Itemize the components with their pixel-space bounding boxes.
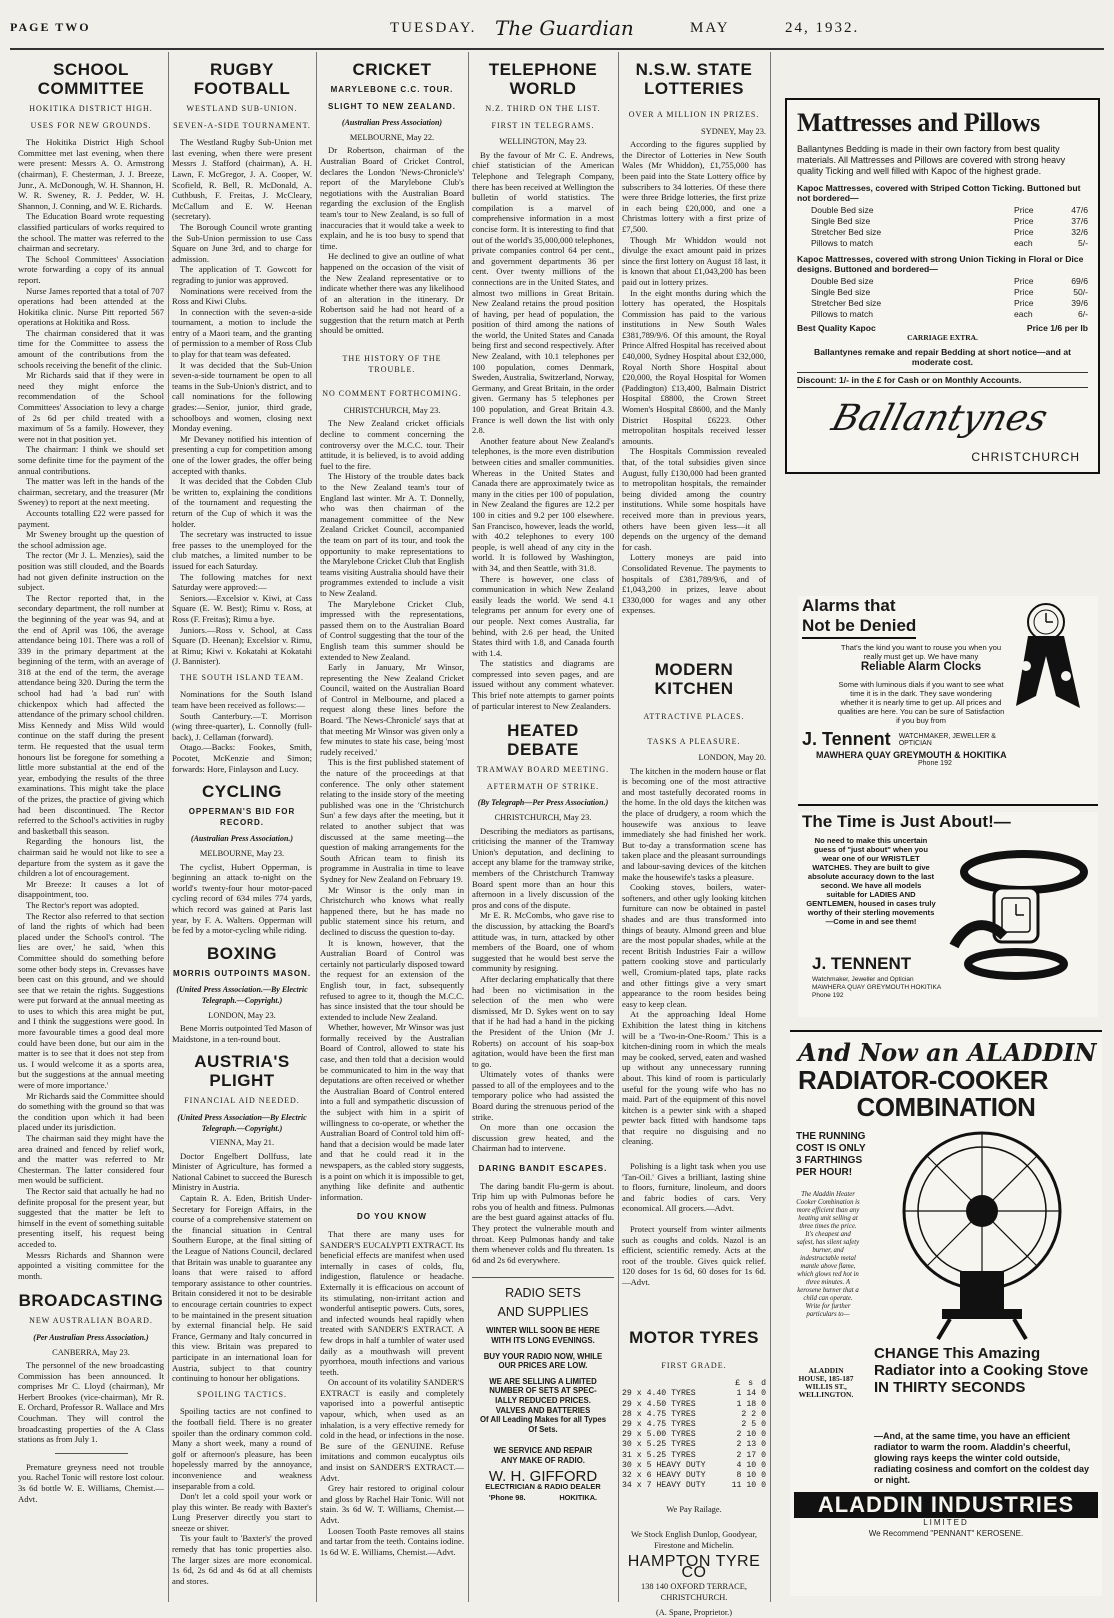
- subhead: SLIGHT TO NEW ZEALAND.: [327, 101, 457, 111]
- tyre-price: 2 17 0: [736, 1450, 766, 1460]
- subhead: TRAMWAY BOARD MEETING.: [476, 765, 610, 775]
- dateline: VIENNA, May 21.: [209, 1138, 275, 1148]
- tyre-price: 11 10 0: [731, 1481, 766, 1491]
- tyre-price: 4 10 0: [736, 1460, 766, 1470]
- paragraph: This is the first published statement of the nature of the proceedings at that conference. The only other statement relating to the inside story of the meeting published was one in the 'Christchurch Sun' a few days after the meeting, but it related to another subject that was discussed at the same meeting—the question of making arrangements for the South African team to finish its programme in Australia in time to leave Sydney for New Zealand on February 19.: [320, 757, 464, 884]
- aladdin-radiator-cooker-advert: [790, 1030, 1102, 1596]
- aladdin-limited: LIMITED: [923, 1518, 969, 1527]
- masthead-rule: [10, 48, 1104, 50]
- price-word: Price: [1014, 276, 1034, 286]
- paragraph: The following matches for next Saturday were approved:—: [172, 571, 312, 593]
- tyre-row: [622, 1430, 766, 1440]
- paragraph: The Hokitika District High School Committee met last evening, when there were present: Messrs A. O. Armstrong (chairman), F. Chesterman, J. J. Breeze, Junr., A. McDonough, W. H. Shannon, H. W. R. Sweney, R. J. Pedder, W. H. Shannon, J. Conning, and W. E. Richards.: [18, 137, 164, 211]
- subhead: NO COMMENT FORTHCOMING.: [322, 389, 462, 399]
- paragraph: South Canterbury.—T. Morrison (wing three-quarter), L. Connolly (full-back), J. Cellaman (forward).: [172, 710, 312, 742]
- subhead: OPPERMAN'S BID FOR RECORD.: [188, 807, 296, 827]
- price-row: [811, 238, 1088, 248]
- dateline: MELBOURNE, May 22.: [349, 132, 435, 142]
- discount-note: Discount: 1/- in the £ for Cash or on Monthly Accounts.: [797, 372, 1088, 388]
- paragraph: After declaring emphatically that there had been no victimisation in the selection of the men who were dismissed, Mr D. Sykes went on to say that if he had had a hand in the picking the President of the Union (Mr J. Roberts) on account of his soap-box agitation, would have been the first man to go.: [472, 973, 614, 1069]
- mattress-intro: Ballantynes Bedding is made in their own factory from best quality materials. All Mattresses and Pillows are covered with strong heavy quality Ticking and well filled with Kapoc of the highest grade.: [797, 144, 1066, 176]
- tyre-price: 1 18 0: [736, 1399, 766, 1409]
- tyre-size: 29 x 4.40 TYRES: [622, 1389, 696, 1399]
- price-word: Price: [1014, 287, 1034, 297]
- subhead: N.Z. THIRD ON THE LIST.: [485, 104, 601, 113]
- tyre-row: [622, 1389, 766, 1399]
- subhead: DO YOU KNOW: [357, 1212, 427, 1222]
- column-cricket: [320, 54, 464, 1604]
- tennent-name: J. Tennent: [802, 729, 891, 749]
- price-word: Price: [1014, 216, 1034, 226]
- paragraph: The secretary was instructed to issue free passes to the unemployed for the club matches, a limited number to be issued for each Saturday.: [172, 529, 312, 571]
- paragraph: The Marylebone Cricket Club, impressed with the representations, passed them on to the Australian Board of Control suggesting that the tour of the English team this summer should be extended to New Zealand.: [320, 598, 464, 662]
- alarm-tennent-block: [802, 729, 1098, 750]
- paragraph: Whether, however, Mr Winsor was just formally received by the Australian Board of Control, allowed to state his case, and then told that a decision would be communicated to him in the way that deputations are often received or whether the Australian Board of Control entered into a full and sympathetic discussion of the subject with him in a spirit of willingness to co-operate, or whether the Australian Board of Control told him off-hand that a decision would be made later and that he could read it in the newspapers, as the cabled story suggests, is a point on which it is impossible to get, anything like definite and authentic information.: [320, 1022, 464, 1202]
- press-credit: (United Press Association—By Electric Telegraph.—Copyright.): [177, 1112, 307, 1133]
- alarm-body: [836, 643, 1006, 725]
- paragraph: Cooking stoves, boilers, water-softeners, and other ugly looking kitchen furniture can now be obtained in pastel shades and are thus transformed into things of beauty. Almond green and blue are the most popular shades, while at the recent British Industries Fair a willow pattern cooking stove and particularly well, Cromium-plated taps, plate racks and other fittings give a very smart appearance to the room besides being easy to keep clean.: [622, 882, 766, 1009]
- ballantynes-signature-logo: Ballantynes: [827, 398, 1052, 439]
- price-word: Price: [1014, 205, 1034, 215]
- tyre-railage-note: We Pay Railage.: [666, 1505, 722, 1515]
- subhead: NEW AUSTRALIAN BOARD.: [29, 1316, 153, 1326]
- press-credit: (Australian Press Association.): [190, 834, 294, 844]
- article-body: [18, 137, 164, 1281]
- radio-dealer-name: W. H. GIFFORD: [488, 1467, 598, 1485]
- mattress-advert-title: Mattresses and Pillows: [797, 108, 1040, 137]
- subhead: TASKS A PLEASURE.: [647, 736, 741, 746]
- headline-school-committee: SCHOOL COMMITTEE: [37, 60, 145, 98]
- headline-nsw-lotteries: N.S.W. STATE LOTTERIES: [635, 60, 753, 98]
- subhead: USES FOR NEW GROUNDS.: [30, 120, 152, 130]
- masthead: [0, 0, 1114, 40]
- press-credit: (Per Australian Press Association.): [33, 1332, 149, 1342]
- paragraph: Early in January, Mr Winsor, representing the New Zealand Cricket Council, waited on the Australian Board of Control in Melbourne, and placed a request along these lines before the Board. 'The News-Chronicle' says that at that meeting Mr Winsor was given only a few minutes to state his case, being 'most rudely received.': [320, 662, 464, 757]
- paragraph: The Rector's report was adopted.: [26, 899, 139, 910]
- paragraph: By the favour of Mr C. E. Andrews, chief statistician of the American Telephone and Telegraph Company, there has been received at Wellington the bulletin of world statistics. The compilation is a marvel of comprehensive information in a most concise form. It is interesting to find that out of the world's 35,000,000 telephones, private companies control 64 per cent., and government departments 36 per cent. Over twenty millions of the connections are in the United States, and almost two millions in Great Britain. New Zealand retains the proud position of having, per head of population, the position of third among the nations of the world, the United States and Canada being first and second respectively. After New Zealand, with 10.1 telephones per 100 population, comes Denmark, Sweden, Australia, Switzerland, Norway, Germany, and Great Britain, in the order given. Germany has 5 telephones per 100 population, and Great Britain 4.3. France is well down the list with only 2.8.: [472, 149, 614, 436]
- radio-advert: [472, 1277, 614, 1503]
- dateline: CHRISTCHURCH, May 23.: [343, 405, 441, 415]
- subhead: HOKITIKA DISTRICT HIGH.: [29, 104, 153, 113]
- paragraph: Mr Richards said that if they were in need they might enforce the recommendation of the School Committees' Association to levy a charge of 2s 6d per child treated with a maximum of 5s a family. However, they were not in that position yet.: [18, 370, 164, 444]
- tyre-price-list: [622, 1389, 766, 1491]
- paragraph: Though Mr Whiddon would not divulge the exact amount paid in prizes since the first lottery on August 18 last, it is known that about £1,043,200 has been paid out in lottery prizes.: [622, 234, 766, 287]
- paragraph: Loosen Tooth Paste removes all stains and tartar from the teeth. Contains iodine. 1s 6d W. E. Williams, Chemist.—Advt.: [320, 1525, 464, 1557]
- aladdin-body: —And, at the same time, you have an efficient radiator to warm the room. Aladdin's cheerful, glowing rays keeps the winter cold outside, radiating cosiness and comfort on the coldest day or night.: [874, 1431, 1090, 1485]
- item-name: Pillows to match: [811, 238, 874, 248]
- headline-rugby-football: RUGBY FOOTBALL: [193, 60, 291, 98]
- price-row: [811, 298, 1088, 308]
- paragraph: Polishing is a light task when you use 'Tan-Oil.' Gives a brilliant, lasting shine to floors, furniture, linoleum, and doors and fabric bodies of cars. Very economical. All grocers.—Advt.: [622, 1161, 766, 1214]
- paragraph: Describing the mediators as partisans, criticising the manner of the Tramway Union's deputation, and declining to accept any blame for the tramway strike, members of the Christchurch Tramway Board spent more than an hour this afternoon in a lively discussion of the pros and cons of the dispute.: [472, 825, 614, 910]
- tyre-size: 34 x 7 HEAVY DUTY: [622, 1481, 706, 1491]
- radio-town: HOKITIKA.: [559, 1492, 598, 1502]
- subhead: FINANCIAL AID NEEDED.: [184, 1096, 300, 1106]
- aladdin-combination: COMBINATION: [856, 1092, 1036, 1122]
- item-name: Stretcher Bed size: [811, 227, 882, 237]
- masthead-day: TUESDAY.: [390, 20, 477, 36]
- wristwatch-icon: [944, 836, 1094, 986]
- tyre-stock-note: We Stock English Dunlop, Goodyear, Firestone and Michelin.: [631, 1530, 757, 1550]
- paragraph: The Hospitals Commission revealed that, of the total subsidies given since August, fully £130,000 had been granted to metropolitan hospitals, the remainder being divided among the country institutions. While some hospitals have received more than in previous years, others have been given less—it all depends on the urgency of the demand for cash.: [622, 446, 766, 552]
- hampton-tyre-company: HAMPTON TYRE CO: [627, 1553, 761, 1581]
- kapoc-price: Price 1/6 per lb: [1026, 323, 1088, 333]
- paragraph: Messrs Richards and Shannon were appointed a visiting committee for the month.: [18, 1249, 164, 1281]
- headline-modern-kitchen: MODERN KITCHEN: [654, 659, 734, 698]
- radio-service: [472, 1446, 614, 1465]
- paragraph: Juniors.—Ross v. School, at Cass Square (D. Heenan); Excelsior v. Rimu, at Rimu; Kiwi v. Kokatahi at Kokatahi (J. Bannister).: [172, 624, 312, 667]
- price-value: 37/6: [1071, 216, 1088, 226]
- price-value: 69/6: [1071, 276, 1088, 286]
- tyre-size: 32 x 6 HEAVY DUTY: [622, 1471, 706, 1481]
- subhead: DARING BANDIT ESCAPES.: [478, 1164, 608, 1174]
- alarm-body-text: That's the kind you want to rouse you when you really must get up. We have many: [840, 643, 1002, 661]
- kapoc-label: Best Quality Kapoc: [797, 323, 876, 333]
- radio-line: NUMBER OF SETS AT SPEC-: [489, 1386, 597, 1396]
- aladdin-radiator-cooker: RADIATOR-COOKER: [798, 1065, 1049, 1095]
- price-row: [811, 227, 1088, 237]
- paragraph: Regarding the honours list, the chairman said he would not like to see a departure from the system as it gave the children a lot of encouragement.: [18, 836, 164, 879]
- price-word: each: [1014, 309, 1033, 319]
- paragraph: It was decided that the Cobden Club be written to, explaining the conditions of the tournament and requesting the return of the Cup of which it was the holder.: [172, 476, 312, 529]
- paragraph: Protect yourself from winter ailments such as coughs and colds. Nazol is an efficient, scientific remedy. Acts at the root of the trouble. Gives quick relief. 120 doses for 1s 6d, 60 doses for 1s 6d.—Advt.: [622, 1224, 766, 1287]
- paragraph: Mr Breeze: It causes a lot of disappointment, too.: [18, 878, 164, 900]
- tyre-row: [622, 1461, 766, 1471]
- radio-line: Of Sets.: [528, 1424, 558, 1434]
- tennent-name-watches: J. TENNENT: [812, 954, 912, 973]
- paragraph: According to the figures supplied by the Director of Lotteries in New South Wales (Mr Whiddon), £1,755,000 has been paid into the State Lottery office by subscribers to 34 lotteries. Of these there were three Bridge lotteries, the first prize in each being £20,000, and one a Christmas lottery with a first prize of £7,500.: [622, 139, 766, 234]
- paragraph: The New Zealand cricket officials decline to comment concerning the controversy over the M.C.C. tour. Their attitude, it is believed, is to avoid adding fuel to the fire.: [320, 418, 464, 471]
- paragraph: The statistics and diagrams are compressed into seven pages, and are issued without any comment whatever. This brief note attempts to garner points of particular interest to New Zealanders.: [472, 658, 614, 711]
- paragraph: It was decided that the Sub-Union seven-a-side tournament be open to all teams in the Sub-Union's district, and to call nominations for the following grades:—Senior, junior, third grade, schoolboys and women, closing next Monday evening.: [172, 359, 312, 434]
- paragraph: Lottery moneys are paid into Consolidated Revenue. The payments to hospitals of £381,789/9/6, and of £1,043,200 in prizes, leave about £330,000 for wages and any other expenses.: [622, 552, 766, 616]
- tennent-address: MAWHERA QUAY GREYMOUTH & HOKITIKA: [816, 750, 1007, 760]
- price-value: 47/6: [1071, 205, 1088, 215]
- column-divider: [468, 52, 469, 1602]
- separator: [55, 1453, 128, 1454]
- masthead-month: MAY: [690, 20, 730, 36]
- subhead: MORRIS OUTPOINTS MASON.: [172, 968, 312, 978]
- press-credit: (United Press Association.—By Electric Telegraph.—Copyright.): [176, 985, 308, 1005]
- masthead-date: 24, 1932.: [785, 20, 860, 36]
- paragraph: Bene Morris outpointed Ted Mason of Maidstone, in a ten-round bout.: [172, 1023, 312, 1044]
- item-name: Double Bed size: [811, 276, 874, 286]
- price-value: 5/-: [1077, 238, 1088, 248]
- radio-line: IALLY REDUCED PRICES.: [495, 1395, 591, 1405]
- alarm-body-text-2: Some with luminous dials if you want to see what time it is in the dark. They save wondering whether it is nearly time to get up. All prices and qualities are here. You can be sure of Satisfaction if you buy from: [837, 680, 1005, 725]
- headline-heated-debate: HEATED DEBATE: [507, 721, 579, 760]
- radio-phone: 'Phone 98.: [488, 1492, 526, 1502]
- dateline: CANBERRA, May 23.: [52, 1347, 130, 1357]
- wristlet-watches-advert: [798, 812, 1098, 1017]
- paragraph: Mr Sweney brought up the question of the school admission age.: [18, 529, 164, 550]
- paragraph: Grey hair restored to original colour and gloss by Rachel Hair Tonic. Will not stain. 3s 6d W. T. Williams, Chemist.—Advt.: [320, 1483, 464, 1525]
- paragraph: The daring bandit Flu-germ is about. Trip him up with Pulmonas before he robs you of health and fitness. Pulmonas are the best guard against attacks of flu. They protect the vulnerable mouth and throat. Keep Pulmonas handy and take them whenever colds and flu threaten. 1s 6d and 2s 6d everywhere.: [472, 1180, 614, 1265]
- item-name: Single Bed size: [811, 216, 871, 226]
- paragraph: The History of the trouble dates back to the New Zealand team's tour of England last winter. Mr A. T. Donnelly, who was then chairman of the management committee of the New Zealand Cricket Council, accompanied the team on part of its tour, and took the opportunity to make representations to the Marylebone Cricket Club that English teams visiting Australia should have their programmes extended to include a visit to New Zealand.: [320, 471, 464, 598]
- time-body-text: No need to make this uncertain guess of "just about" when you wear one of our WRISTLET WATCHES. They are built to give absolute accuracy down to the last second. We have all models suitable for LADIES AND GENTLEMEN, housed in cases truly worthy of their sterling movements—Come in and see them!: [806, 836, 936, 926]
- price-row: [811, 205, 1088, 215]
- paragraph: The School Committees' Association wrote forwarding a copy of its annual report.: [18, 253, 164, 285]
- subhead: AFTERMATH OF STRIKE.: [486, 781, 600, 791]
- tyre-price: 1 14 0: [736, 1389, 766, 1399]
- headline-motor-tyres: MOTOR TYRES: [629, 1327, 759, 1347]
- paragraph: The Westland Rugby Sub-Union met last evening, when there were present Messrs J. Stafford (chairman), A. H. Lawn, F. McGregor, J. A. Cooper, W. Scofield, R. Bell, R. McDonald, A. Cuthbush, F. Freitas, J. McCleary, McCallum and E. W. Heenan (secretary).: [172, 137, 312, 222]
- page-number: PAGE TWO: [10, 20, 91, 34]
- paragraph: On more than one occasion the discussion grew heated, and the Chairman had to intervene.: [472, 1122, 614, 1154]
- radio-line: OUR PRICES ARE LOW.: [498, 1361, 588, 1371]
- radio-title: RADIO SETS: [505, 1286, 581, 1301]
- dateline: MELBOURNE, May 23.: [199, 849, 285, 858]
- subhead: MARYLEBONE C.C. TOUR.: [330, 85, 454, 94]
- radio-line: WITH ITS LONG EVENINGS.: [491, 1335, 595, 1345]
- item-name: Stretcher Bed size: [811, 298, 882, 308]
- column-lotteries: [622, 54, 766, 1617]
- dateline: CHRISTCHURCH, May 23.: [494, 813, 592, 823]
- paragraph: The rector (Mr J. L. Menzies), said the position was still clouded, and the Boards had not given definite instruction on the subject.: [18, 550, 164, 593]
- tyre-row: [622, 1420, 766, 1430]
- column-school-committee: [18, 54, 164, 1604]
- paragraph: Mr Richards said the Committee should do something with the ground so that was the condition upon which it had been placed under its jurisdiction.: [18, 1090, 164, 1133]
- paragraph: The Rector reported that, in the secondary department, the roll number at the beginning of the year was 94, and at the end of April was 106, the average attendance being 101. There was a roll of 339 in the primary department at the beginning of the term, with an average of 318 at the end of the term, the average attendance being 320. During the term the school had had 'a bad run' with chickenpox which had affected the attendance of the primary school children. Miss Kennedy and Miss Wild would continue on the staff during the present term. He requested that the usual term honours list be foregone for something a little more substantial at the end of the year, embodying the results of the three examinations. This might take the place of the prizes, the practice of giving which had been discontinued. The Rector referred to the School's activities in rugby and basketball this season.: [18, 592, 164, 836]
- tyre-price: 2 5 0: [741, 1420, 766, 1429]
- tyre-row: [622, 1481, 766, 1491]
- carriage-note: CARRIAGE EXTRA.: [907, 333, 978, 342]
- tennent-phone: Phone 192: [918, 760, 952, 767]
- currency-pounds: £: [735, 1379, 741, 1389]
- radio-service-line: WE SERVICE AND REPAIR: [493, 1446, 593, 1456]
- price-row: [811, 309, 1088, 319]
- paragraph: Tis your fault to 'Baxter's' the proved remedy that has tonic properties also. The larger sizes are more economical. 1s 6d, 2s 6d and 4s 6d at all chemists and stores.: [172, 1533, 312, 1586]
- headline-austrias-plight: AUSTRIA'S PLIGHT: [194, 1052, 290, 1091]
- mattress-best-kapoc: [797, 323, 1088, 333]
- alarm-title-line-2: Not be Denied: [802, 616, 916, 639]
- aladdin-kerosene-recommendation: We Recommend "PENNANT" KEROSENE.: [868, 1529, 1024, 1538]
- paragraph: Doctor Engelbert Dollfuss, late Minister of Agriculture, has formed a National Cabinet to succeed the Buresch Ministry in Austria.: [172, 1150, 312, 1193]
- paragraph: The application of T. Gowcott for regrading to junior was approved.: [172, 264, 312, 285]
- radio-line: Of All Leading Makes for all Types: [479, 1415, 607, 1425]
- alarm-title-line-1: Alarms that: [802, 596, 896, 615]
- subhead: OVER A MILLION IN PRIZES.: [628, 110, 760, 119]
- price-value: 50/-: [1073, 287, 1088, 297]
- tennent-role: WATCHMAKER, JEWELLER & OPTICIAN: [898, 732, 996, 747]
- paragraph: It is known, however, that the Australian Board of Control was certainly not particularly disposed toward the request for an extension of the English tour, in fact, subsequently refused to agree to it, though the M.C.C. has since insisted that the tour should be extended to include New Zealand.: [320, 937, 464, 1022]
- radio-line: WE ARE SELLING A LIMITED: [489, 1376, 597, 1386]
- subhead: THE SOUTH ISLAND TEAM.: [179, 672, 305, 682]
- price-word: Price: [1014, 227, 1034, 237]
- dateline: WELLINGTON, May 23.: [499, 137, 587, 147]
- column-divider: [316, 52, 317, 1602]
- aladdin-headline: And Now an ALADDIN: [798, 1038, 1097, 1067]
- paragraph: Another feature about New Zealand's telephones, is the more even distribution between cities and smaller communities. Whereas in the United States and Canada there are approximately twice as many in the cities per 100 of population, in New Zealand the figures are 12.2 per 100 in cities and 9.2 per 100 elsewhere. San Francisco, however, leads the world, with 40.2 telephones to every 100 people, is well ahead of any city in the world. It is followed by Washington, with 34, and then Seattle, with 31.8.: [472, 435, 614, 573]
- tyre-row: [622, 1471, 766, 1481]
- radio-line: VALVES AND BATTERIES: [495, 1405, 591, 1415]
- subhead: FIRST GRADE.: [661, 1360, 727, 1370]
- paragraph: The kitchen in the modern house or flat is becoming one of the most attractive and most tastefully decorated rooms in the home. In the old days the kitchen was the place of drudgery, a room which the housewife was anxious to leave immediately she had finished her work. But to-day a transformation scene has taken place and the pleasant surroundings and labour-saving devices of the kitchen make the housewife's tasks a pleasure.: [622, 765, 766, 882]
- tennent-sub-watches: Watchmaker, Jeweller and Optician MAWHERA QUAY GREYMOUTH HOKITIKA Phone 192: [812, 976, 941, 999]
- tyre-header: [622, 1379, 766, 1389]
- radio-dealer-contact: [472, 1493, 614, 1504]
- currency-shillings: s: [748, 1379, 754, 1389]
- item-name: Single Bed size: [811, 287, 871, 297]
- paragraph: On account of its volatility SANDER'S EXTRACT is easily and completely vaporised into a powerful antiseptic vapour, which, when used as an inhalation, is a very effective remedy for cold in the head, or infections in the nose. Be sure of the GENUINE. Refuse imitations and common eucalyptus oils and insist on SANDER'S EXTRACT.—Advt.: [320, 1377, 464, 1483]
- paragraph: Seniors.—Excelsior v. Kiwi, at Cass Square (E. W. Best); Rimu v. Ross, at Ross (F. Freitas); Rimu a bye.: [172, 592, 312, 624]
- paragraph: The chairman said they might have the area drained and fenced by relief work, and the matter was referred to Mr Chesterman. The latter considered four men would be sufficient.: [18, 1133, 164, 1186]
- paragraph: The Rector said that actually he had no definite proposal for the present year, but suggested that the matter be left to himself in the event of something suitable presenting itself, his request being acceded to.: [18, 1185, 164, 1249]
- press-credit: (By Telegraph—Per Press Association.): [477, 798, 609, 808]
- currency-pence: d: [761, 1379, 766, 1389]
- price-value: 6/-: [1077, 309, 1088, 319]
- paragraph: Spoiling tactics are not confined to the football field. There is no greater spoiler than the ordinary common cold. Many a short week, many a round of golf or afternoon's pleasure, has been hopelessly marred by the annoyance, inconvenience and weakness inseparable from a cold.: [172, 1406, 312, 1491]
- dateline: LONDON, May 23.: [208, 1010, 276, 1020]
- paragraph: Captain R. A. Eden, British Under-Secretary for Foreign Affairs, in the course of a comprehensive statement on the financial situation in Central Southern Europe, at the final sitting of the League of Nations Council, declared that Britain was unable to guarantee any loans that were raised to afford temporary assistance to other countries. Britain considered it not to be desirable to encourage certain countries to expect to be maintained in the present situation by external financial help. He said France, Germany and Italy concurred in this view. Britain was prepared to participate in an international loan for Austria, subject to that country continuing to honour her obligations.: [172, 1193, 312, 1384]
- subhead: THE HISTORY OF THE TROUBLE.: [342, 354, 442, 374]
- paragraph: The Rector also referred to that section of land the rights of which had been placed under the School's control. 'The lies are over,' he said, 'when this Committee should do something before some other body steps in. Crevasses have been cast on this ground, and we should see that we retain the rights. Suggestions were put forward at the annual meeting as to uses to which this area might be put, and I think the suggestions were good. In more favourable times a good deal more could have been done, but our aim in the matter is to see that it does not step from us. I would welcome it as a sports area, but the suggestions at the annual meeting were of more importance.': [18, 910, 164, 1091]
- paragraph: He declined to give an outline of what happened on the occasion of the visit of the New Zealand representative or to indicate whether there was any likelihood of an alteration in the itinerary. Dr Robertson said he had not heard of a suggestion that the return match at Perth should be omitted.: [320, 251, 464, 336]
- alarm-reliable-heading: Reliable Alarm Clocks: [860, 661, 982, 673]
- aladdin-running-cost: THE RUNNING COST IS ONLY 3 FARTHINGS PER HOUR!: [796, 1131, 866, 1178]
- masthead-paper-title: The Guardian: [495, 16, 634, 40]
- hampton-proprietor: (A. Spane, Proprietor.): [655, 1607, 733, 1617]
- mattress-heading-union: Kapoc Mattresses, covered with strong Union Ticking in Floral or Dice designs. Buttoned and bordered—: [797, 254, 1084, 274]
- price-row: [811, 276, 1088, 286]
- paragraph: Dr Robertson, chairman of the Australian Board of Cricket Control, declares the London 'News-Chronicle's' report of the Marylebone Club's negotiations with the Australian Board regarding the exclusion of the English team's tour to New Zealand, is so full of inaccuracies that it would take a week to explain, and he is too busy to spend that time.: [320, 145, 464, 251]
- tyre-price: 2 13 0: [736, 1440, 766, 1450]
- jester-clock-illustration-icon: [1006, 596, 1090, 716]
- tyre-size: 29 x 4.50 TYRES: [622, 1399, 696, 1409]
- paragraph: Mr E. R. McCombs, who gave rise to the discussion, by attacking the Board's attitude was, in turn, attacked by other members of the Board, one of whom suggested that he would best serve the community by resigning.: [472, 910, 614, 974]
- headline-boxing: BOXING: [206, 943, 278, 963]
- radio-dealer-role: ELECTRICIAN & RADIO DEALER: [485, 1482, 601, 1492]
- paragraph: The personnel of the new broadcasting Commission has been announced. It comprises Mr C. Lloyd (chairman), Mr Herbert Brookes (vice-chairman), Mr R. E. Orchard, Professor R. Wallace and Mrs Couchman. They will control the broadcasting properties of the A Class stations as from July 1.: [18, 1360, 164, 1445]
- column-divider: [168, 52, 169, 1602]
- item-name: Double Bed size: [811, 205, 874, 215]
- price-word: Price: [1014, 298, 1034, 308]
- radio-lines: [472, 1326, 614, 1434]
- column-divider: [770, 52, 771, 1602]
- subhead: SEVEN-A-SIDE TOURNAMENT.: [173, 120, 311, 130]
- headline-cricket: CRICKET: [352, 60, 432, 79]
- paragraph: The matter was left in the hands of the chairman, secretary, and the treasurer (Mr Sweney) to report at the next meeting.: [18, 476, 164, 508]
- mattress-city: CHRISTCHURCH: [971, 450, 1080, 464]
- tyre-price: 2 2 0: [741, 1409, 766, 1419]
- aladdin-description: The Aladdin Heater Cooker Combination is more efficient than any heating unit selling at three times the price. It's cheapest and safest, has silent safety burner, and indestructable metal mantle above flame, which glows red hot in three minutes. A kerosene burner that a child can operate. Write for further particulars to—: [796, 1191, 860, 1318]
- tyre-row: [622, 1440, 766, 1450]
- tyre-price: 2 10 0: [736, 1430, 766, 1440]
- mattresses-advert: [785, 98, 1100, 474]
- paragraph: Otago.—Backs: Fookes, Smith, Pocotet, McKenzie and Simon; forwards: Hore, Finlayson and Lucy.: [172, 742, 312, 774]
- tyre-row: [622, 1451, 766, 1461]
- press-credit: (Australian Press Association): [341, 118, 443, 128]
- paragraph: There is however, one class of communication in which New Zealand easily leads the world. We send 4.1 telegrams per annum for every one of our people. Next comes Australia, far behind, with 2.6 per head, the United States third with 1.8, and Canada fourth with 1.4.: [472, 573, 614, 658]
- price-row: [811, 287, 1088, 297]
- paragraph: The Borough Council wrote granting the Sub-Union permission to use Cass Square on June 3rd, and to charge for admission.: [172, 221, 312, 264]
- tyre-size: 30 x 5.25 TYRES: [622, 1440, 696, 1450]
- tyre-size: 30 x 5 HEAVY DUTY: [622, 1460, 706, 1470]
- time-title: The Time is Just About!—: [802, 812, 1011, 831]
- column-rugby-football: [172, 54, 312, 1604]
- aladdin-change-headline: CHANGE This Amazing Radiator into a Cooking Stove IN THIRTY SECONDS: [874, 1345, 1089, 1396]
- price-value: 39/6: [1071, 298, 1088, 308]
- paragraph: The Education Board wrote requesting classified particulars of works required to the school. The matter was referred to the chairman and secretary.: [18, 211, 164, 254]
- paragraph: The chairman considered that it was time for the Committee to assess the amount of the contributions from the schools receiving the benefit of the clinic.: [18, 327, 164, 370]
- paragraph: The cyclist, Hubert Opperman, is beginning an attack to-night on the world's twenty-four hour motor-paced cycling record of 634 miles 774 yards, which record was gained at Paris last year, by F. A. Walters. Opperman will be fed by a motor-cycling while riding.: [172, 861, 312, 936]
- paragraph: Ultimately votes of thanks were passed to all of the employees and to the temporary police who had assisted the Board during the strenuous period of the strike.: [472, 1069, 614, 1122]
- paragraph: At the approaching Ideal Home Exhibition the latest thing in kitchens will be a 'Two-in-One-Room.' This is a kitchen-dining room in which the meals may be cooked, served, eaten and washed up without any unnecessary running about. This kind of room is particularly useful for the young wife who has no maid. Part of the equipment of this novel kitchen is a pewter sink with a shaped pewter back fitted with handsome taps that require no disguising and no cleaning.: [622, 1009, 766, 1147]
- price-row: [811, 216, 1088, 226]
- aladdin-address: ALADDIN HOUSE, 185-187 WILLIS ST., WELLINGTON.: [798, 1366, 854, 1399]
- paragraph: Nurse James reported that a total of 707 operations had been attended at the Hokitika clinic. Nurse Pitt reported 567 operations at Hokitika and Ross.: [18, 285, 164, 328]
- paragraph: In connection with the seven-a-side tournament, a motion to include the entry of a Maori team, and the granting of permission to a member of Ross Club to play for that team was defeated.: [172, 306, 312, 360]
- paragraph: Nominations were received from the Ross and Kiwi Clubs.: [172, 285, 312, 307]
- tyre-row: [622, 1400, 766, 1410]
- tyre-size: 28 x 4.75 TYRES: [622, 1409, 696, 1419]
- tyre-size: 31 x 5.25 TYRES: [622, 1450, 696, 1460]
- mattress-price-list-striped: [787, 205, 1098, 248]
- headline-telephone-world: TELEPHONE WORLD: [488, 60, 598, 98]
- radiator-cooker-stove-icon: [872, 1121, 1092, 1341]
- radio-service-line: ANY MAKE OF RADIO.: [501, 1455, 585, 1465]
- paragraph: Mr Winsor is the only man in Christchurch who knows what really happened there, but he has made no public statement since his return, and declined to discuss the question to-day.: [320, 884, 464, 937]
- alarm-clocks-advert: [798, 596, 1098, 806]
- subhead: SPOILING TACTICS.: [197, 1389, 287, 1399]
- subhead: WESTLAND SUB-UNION.: [186, 104, 298, 113]
- subhead: ATTRACTIVE PLACES.: [643, 711, 745, 721]
- subhead: FIRST IN TELEGRAMS.: [491, 120, 595, 130]
- dateline: SYDNEY, May 23.: [701, 126, 766, 136]
- paragraph: Nominations for the South Island team have been received as follows:—: [172, 689, 312, 711]
- headline-broadcasting: BROADCASTING: [18, 1291, 164, 1311]
- tyre-row: [622, 1410, 766, 1420]
- tyre-size: 29 x 5.00 TYRES: [622, 1430, 696, 1440]
- column-telephone-world: [472, 54, 614, 1604]
- paragraph: Mr Devaney notified his intention of presenting a cup for competition among one of the lower grades, the offer being accepted with thanks.: [172, 433, 312, 476]
- tyre-price: 8 10 0: [736, 1471, 766, 1481]
- item-name: Pillows to match: [811, 309, 874, 319]
- aladdin-middle: [790, 1121, 1102, 1421]
- dateline: LONDON, May 20.: [698, 753, 766, 763]
- paragraph: Accounts totalling £22 were passed for payment.: [18, 507, 164, 529]
- remake-note: Ballantynes remake and repair Bedding at short notice—and at moderate cost.: [814, 347, 1071, 367]
- mattress-heading-striped: Kapoc Mattresses, covered with Striped Cotton Ticking. Buttoned but not bordered—: [797, 183, 1081, 203]
- radio-title: AND SUPPLIES: [497, 1305, 589, 1320]
- aladdin-industries-banner: ALADDIN INDUSTRIES: [794, 1492, 1098, 1518]
- mattress-price-list-union: [787, 276, 1098, 319]
- price-value: 32/6: [1071, 227, 1088, 237]
- price-word: each: [1014, 238, 1033, 248]
- paragraph: In the eight months during which the lottery has operated, the Hospitals Commission has paid to the various institutions in New South Wales £381,789/9/6. Of this amount, the Royal Prince Alfred Hospital has received about £40,000, Sydney Hospital about £32,000, Royal North Shore Hospital about £20,000, the Royal Hospital for Women (Paddington) £13,400, Balmain District Hospital £8800, the Crown Street Women's Hospital £8600, and the Manly District Hospital £6223. Other metropolitan hospitals received lesser amounts.: [622, 287, 766, 446]
- advert-paragraph: Premature greyness need not trouble you. Rachel Tonic will restore lost colour. 3s 6d bottle W. E. Williams, Chemist.—Advt.: [18, 1461, 164, 1504]
- column-divider: [618, 52, 619, 1602]
- paragraph: That there are many uses for SANDER'S EUCALYPTI EXTRACT. Its beneficial effects are manifest when used internally in cases of colds, flu, indigestion, flatulence or headache. Externally it is efficacious on account of its stimulating, non-irritant action and wonderful antiseptic powers. Cuts, sores, and infected wounds heal rapidly when treated with SANDER'S EXTRACT. A few drops in half a tumbler of water used daily as a mouthwash will prevent pyorrhoea, mouth infections and various teeth.: [320, 1228, 464, 1377]
- radio-line: BUY YOUR RADIO NOW, WHILE: [483, 1351, 603, 1361]
- headline-cycling: CYCLING: [202, 782, 282, 802]
- paragraph: The chairman: I think we should set some definite time for the payment of the annual contributions.: [18, 444, 164, 476]
- hampton-address: 138 140 OXFORD TERRACE, CHRISTCHURCH.: [641, 1582, 747, 1602]
- tyre-size: 29 x 4.75 TYRES: [622, 1420, 696, 1429]
- paragraph: Don't let a cold spoil your work or play this winter. Be ready with Baxter's Lung Preserver directly you start to sneeze or shiver.: [172, 1491, 312, 1533]
- radio-line: WINTER WILL SOON BE HERE: [486, 1326, 600, 1336]
